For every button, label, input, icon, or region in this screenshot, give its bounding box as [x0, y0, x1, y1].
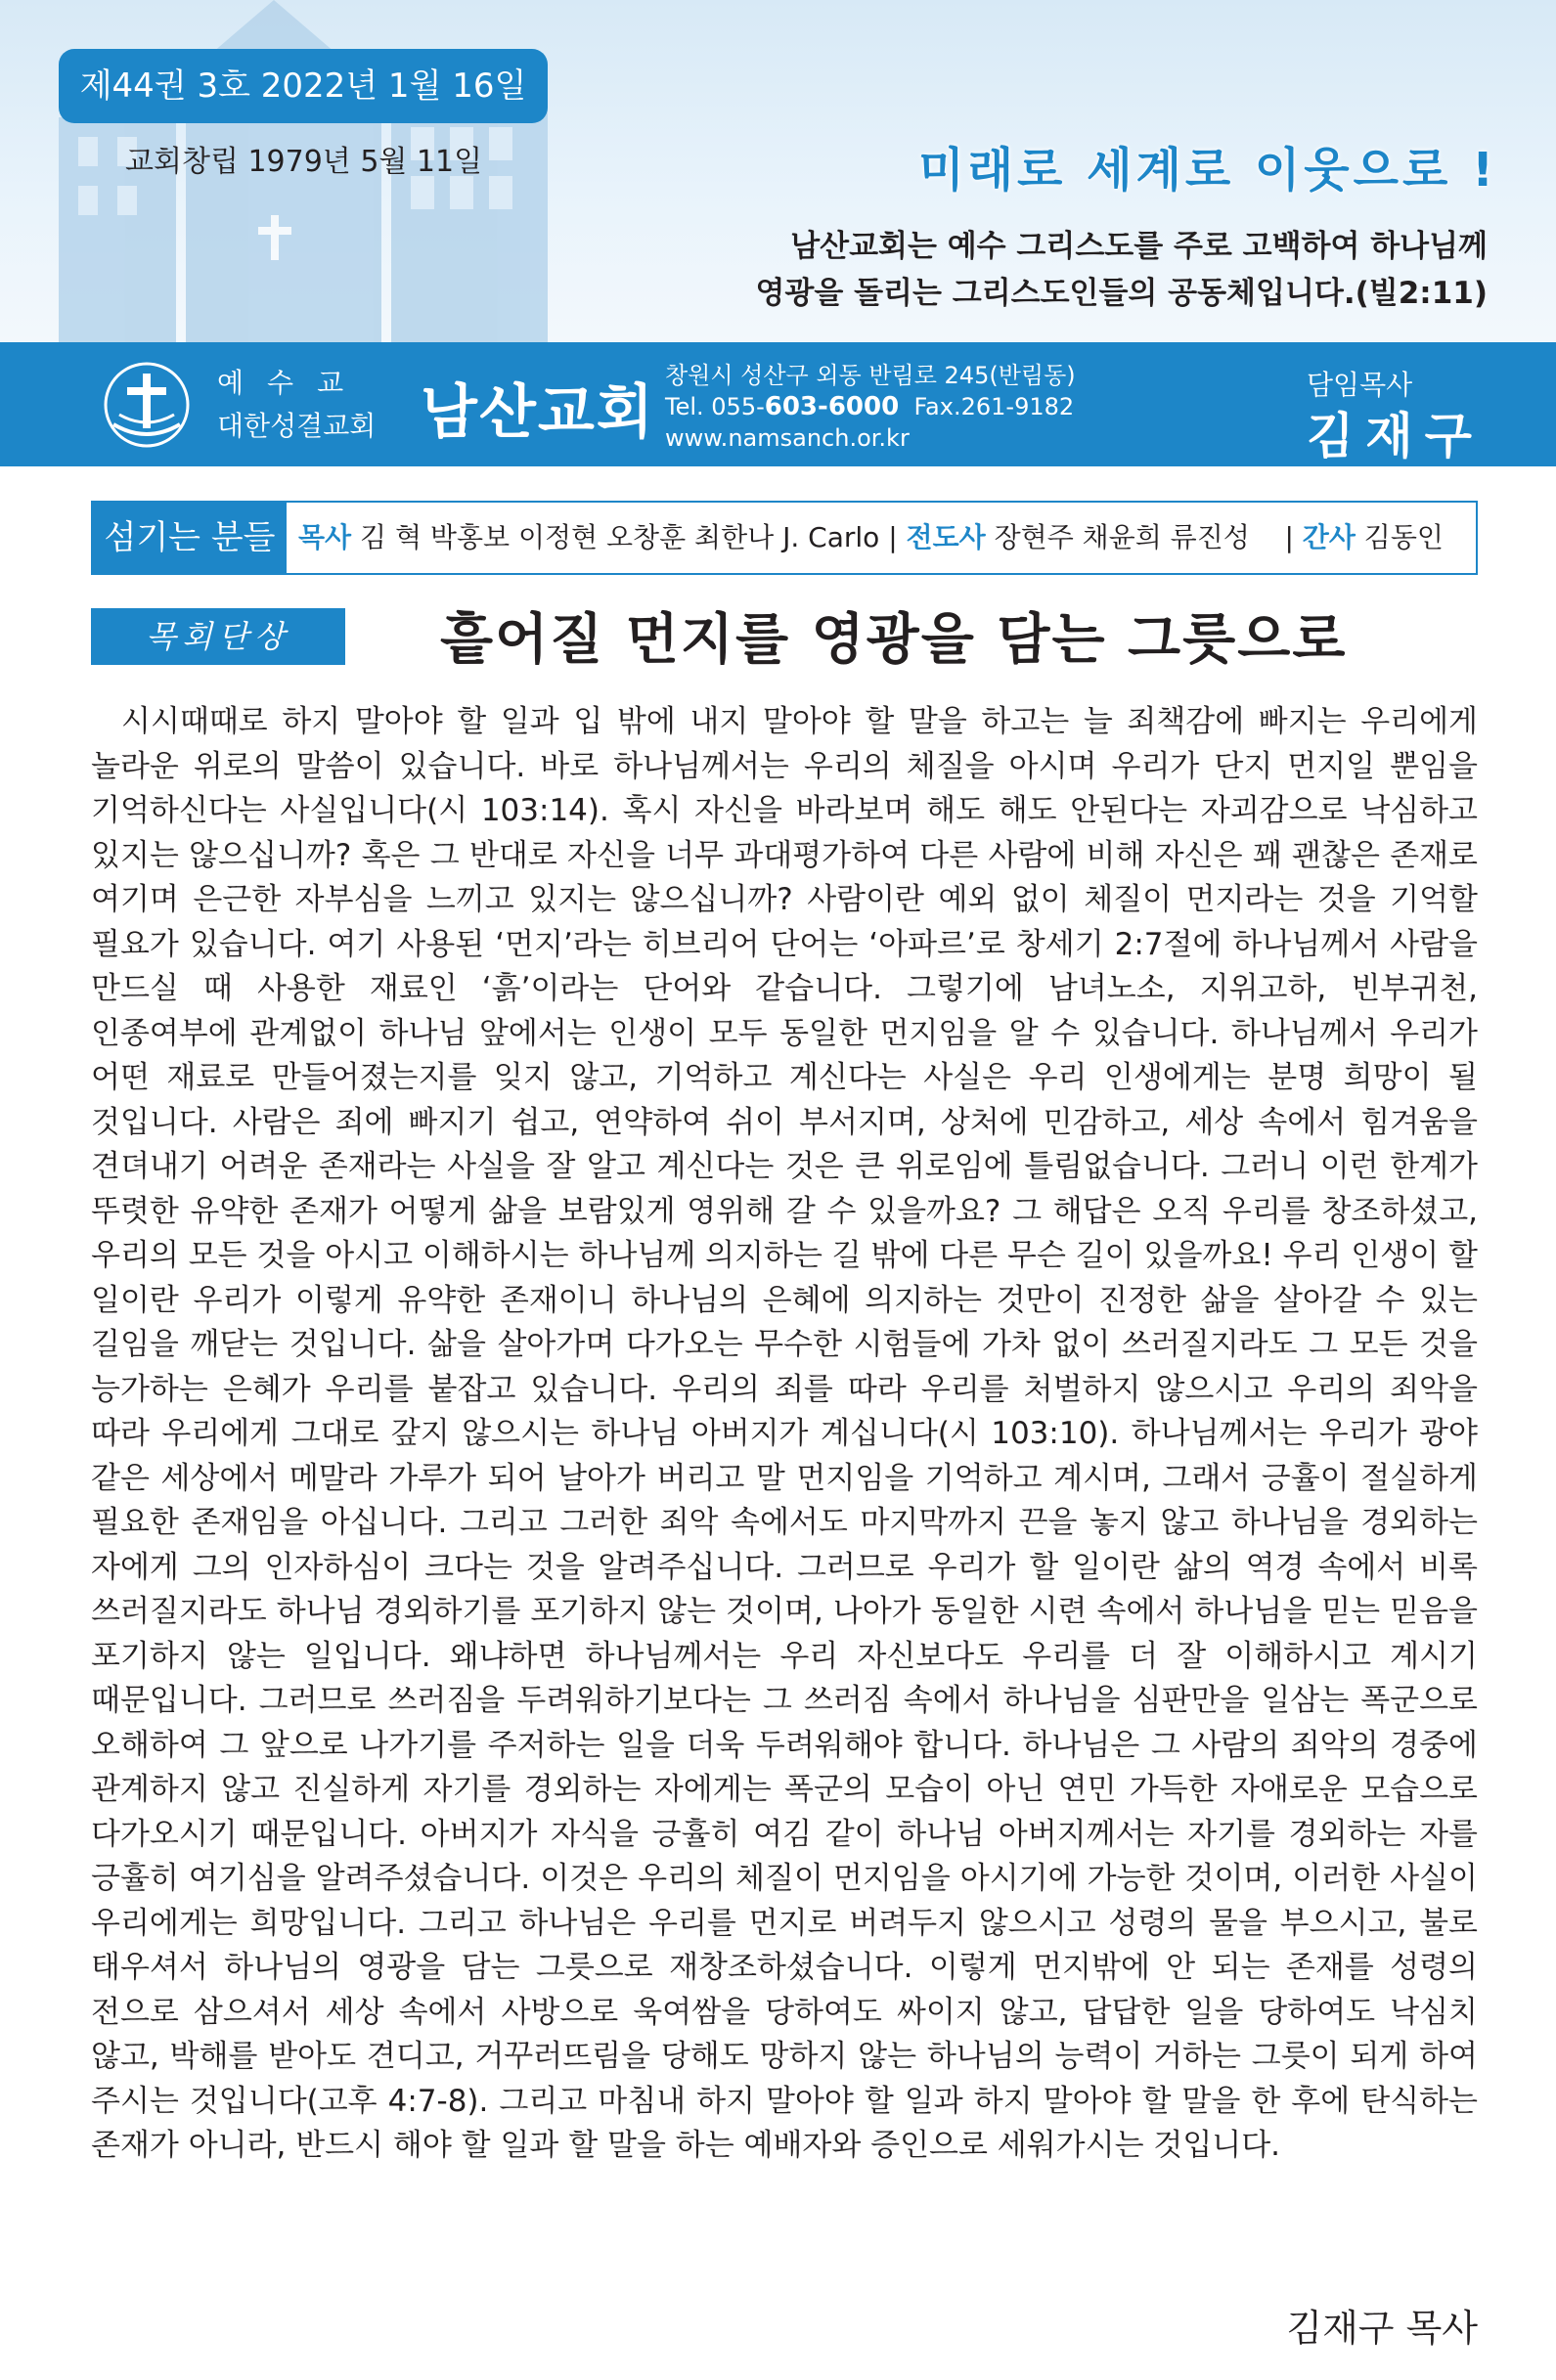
mission-line: 남산교회는 예수 그리스도를 주로 고백하여 하나님께 [790, 229, 1488, 264]
header-banner [0, 0, 1556, 342]
senior-pastor-name: 김재구 [1307, 407, 1484, 464]
fax-number: Fax.261-9182 [913, 393, 1075, 420]
sermon-paragraph: 시시때때로 하지 말아야 할 일과 입 밖에 내지 말아야 할 말을 하고는 늘 죄책감에 빠지는 우리에게 놀라운 위로의 말씀이 있습니다. 바로 하나님께서는 우리의 체질을 아시며 우리가 단지 먼지일 뿐임을 기억하신다는 사실입니다(시 103:14). 혹시 자신을 바라보며 해도 해도 안된다는 자괴감으로 낙심하고 있지는 않으십니까? 혹은 그 반대로 자신을 너무 과대평가하여 다른 사람에 비해 자신은 꽤 괜찮은 존재로 여기며 은근한 자부심을 느끼고 있지는 않으십니까? 사람이란 예외 없이 체질이 먼지라는 것을 기억할 필요가 있습니다. 여기 사용된 ‘먼지’라는 히브리어 단어는 ‘아파르’로 창세기 2:7절에 하나님께서 사람을 만드실 때 사용한 재료인 ‘흙’이라는 단어와 같습니다. 그렇기에 남녀노소, 지위고하, 빈부귀천, 인종여부에 관계없이 하나님 앞에서는 인생이 모두 동일한 먼지임을 알 수 있습니다. 하나님께서 우리가 어떤 재료로 만들어졌는지를 잊지 않고, 기억하고 계신다는 사실은 우리 인생에게는 분명 희망이 될 것입니다. 사람은 죄에 빠지기 쉽고, 연약하여 쉬이 부서지며, 상처에 민감하고, 세상 속에서 힘겨움을 견뎌내기 어려운 존재라는 사실을 잘 알고 계신다는 것은 큰 위로임에 틀림없습니다. 그러니 이런 한계가 뚜렷한 유약한 존재가 어떻게 삶을 보람있게 영위해 갈 수 있을까요? 그 해답은 오직 우리를 창조하셨고, 우리의 모든 것을 아시고 이해하시는 하나님께 의지하는 길 밖에 다른 무슨 길이 있을까요! 우리 인생이 할 일이란 우리가 이렇게 유약한 존재이니 하나님의 은혜에 의지하는 것만이 진정한 삶을 살아갈 수 있는 길임을 깨닫는 것입니다. 삶을 살아가며 다가오는 무수한 시험들에 가차 없이 쓰러질지라도 그 모든 것을 능가하는 은혜가 우리를 붙잡고 있습니다. 우리의 죄를 따라 우리를 처벌하지 않으시고 우리의 죄악을 따라 우리에게 그대로 갚지 않으시는 하나님 아버지가 계십니다(시 103:10). 하나님께서는 우리가 광야 같은 세상에서 메말라 가루가 되어 날아가 버리고 말 먼지임을 기억하고 계시며, 그래서 긍휼이 절실하게 필요한 존재임을 아십니다. 그리고 그러한 죄악 속에서도 마지막까지 끈을 놓지 않고 하나님을 경외하는 자에게 그의 인자하심이 크다는 것을 알려주십니다. 그러므로 우리가 할 일이란 삶의 역경 속에서 비록 쓰러질지라도 하나님 경외하기를 포기하지 않는 것이며, 나아가 동일한 시련 속에서 하나님을 믿는 믿음을 포기하지 않는 일입니다. 왜냐하면 하나님께서는 우리 자신보다도 우리를 더 잘 이해하시고 계시기 때문입니다. 그러므로 쓰러짐을 두려워하기보다는 그 쓰러짐 속에서 하나님을 심판만을 일삼는 폭군으로 오해하여 그 앞으로 나가기를 주저하는 일을 더욱 두려워해야 합니다. 하나님은 그 사람의 죄악의 경중에 관계하지 않고 진실하게 자기를 경외하는 자에게는 폭군의 모습이 아닌 연민 가득한 자애로운 모습으로 다가오시기 때문입니다. 아버지가 자식을 긍휼히 여김 같이 하나님 아버지께서는 자기를 경외하는 자를 긍휼히 여기심을 알려주셨습니다. 이것은 우리의 체질이 먼지임을 아시기에 가능한 것이며, 이러한 사실이 우리에게는 희망입니다. 그리고 하나님은 우리를 먼지로 버려두지 않으시고 성령의 물을 부으시고, 불로 태우셔서 하나님의 영광을 담는 그릇으로 재창조하셨습니다. 이렇게 먼지밖에 안 되는 존재를 성령의 전으로 삼으셔서 세상 속에서 사방으로 욱여쌈을 당하여도 싸이지 않고, 답답한 일을 당하여도 낙심치 않고, 박해를 받아도 견디고, 거꾸러뜨림을 당해도 망하지 않는 하나님의 능력이 거하는 그릇이 되게 하여 주시는 것입니다(고후 4:7-8). 그리고 마침내 하지 말아야 할 일과 하지 말아야 할 말을 한 후에 탄식하는 존재가 아니라, 반드시 해야 할 일과 할 말을 하는 예배자와 증인으로 세워가시는 것입니다. [91, 704, 1478, 2163]
founding-date: 교회창립 1979년 5월 11일 [125, 145, 483, 179]
church-name: 남산교회 [421, 378, 655, 447]
staff-evangelists: 장현주 채윤희 류진성 [994, 521, 1250, 553]
church-info-bar [0, 342, 1556, 466]
tel-prefix: Tel. 055- [665, 393, 765, 420]
tel-number: 603-6000 [764, 392, 900, 421]
staff-manager: 김동인 [1363, 521, 1444, 553]
staff-divider: | [888, 521, 898, 553]
staff-pastors: 김 혁 박홍보 이정현 오창훈 최한나 J. Carlo [360, 521, 880, 553]
issue-date-badge: 제44권 3호 2022년 1월 16일 [59, 49, 548, 123]
staff-divider: | [1284, 521, 1294, 553]
sermon-title: 흩어질 먼지를 영광을 담는 그릇으로 [440, 608, 1348, 672]
mission-statement [755, 223, 1488, 317]
senior-pastor-label: 담임목사 [1307, 369, 1413, 401]
church-website: www.namsanch.or.kr [665, 424, 910, 452]
church-address: 창원시 성산구 외동 반림로 245(반림동) [665, 362, 1076, 389]
denomination-full-name: 대한성결교회 [217, 410, 377, 442]
church-slogan: 미래로 세계로 이웃으로 ! [918, 143, 1497, 198]
mission-line: 영광을 돌리는 그리스도인들의 공동체입니다.(빌2:11) [755, 276, 1488, 311]
staff-role-evangelists: 전도사 [906, 521, 986, 553]
denomination-name: 예수교 [217, 367, 368, 399]
author-signature: 김재구 목사 [1286, 2307, 1478, 2350]
staff-list [298, 503, 1444, 573]
staff-role-pastors: 목사 [298, 521, 352, 553]
church-phone-fax [665, 391, 1076, 422]
denomination-logo-icon [98, 360, 196, 450]
staff-box [91, 501, 1478, 575]
column-tag: 목회단상 [91, 608, 345, 665]
sermon-body [91, 700, 1478, 2169]
staff-role-manager: 간사 [1302, 521, 1356, 553]
staff-heading: 섬기는 분들 [93, 503, 287, 573]
church-contact [665, 360, 1076, 454]
